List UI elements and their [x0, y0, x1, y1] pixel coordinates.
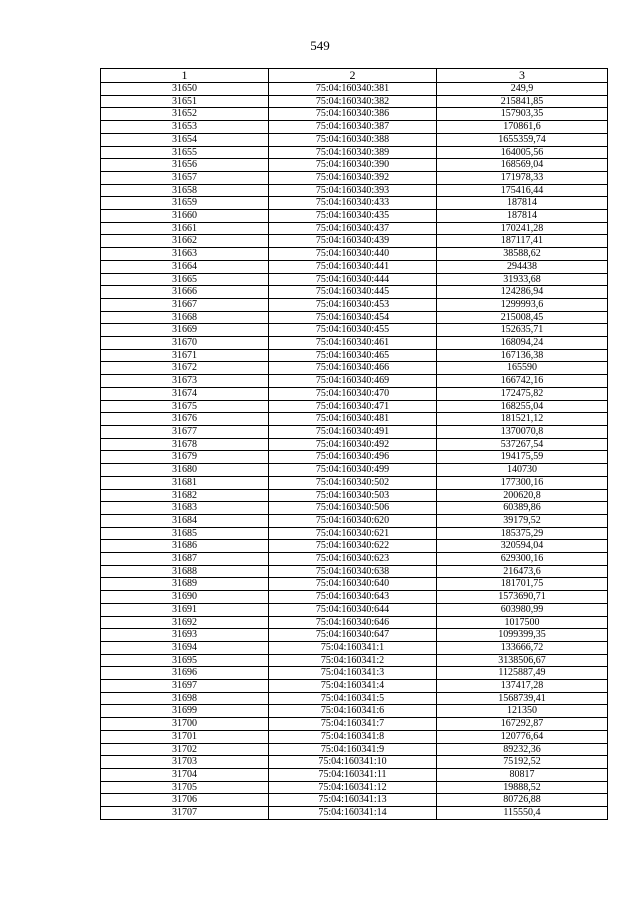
- row-number-cell: 31703: [101, 756, 269, 769]
- value-cell: 1573690,71: [437, 591, 608, 604]
- cadastral-number-cell: 75:04:160340:454: [269, 311, 437, 324]
- row-number-cell: 31683: [101, 502, 269, 515]
- row-number-cell: 31696: [101, 667, 269, 680]
- cadastral-number-cell: 75:04:160341:10: [269, 756, 437, 769]
- table-row: [101, 680, 608, 693]
- cadastral-number-cell: 75:04:160340:461: [269, 337, 437, 350]
- row-number-cell: 31690: [101, 591, 269, 604]
- row-number-cell: 31673: [101, 375, 269, 388]
- table-row: [101, 311, 608, 324]
- table-row: [101, 781, 608, 794]
- value-cell: 194175,59: [437, 451, 608, 464]
- cadastral-number-cell: 75:04:160341:12: [269, 781, 437, 794]
- row-number-cell: 31693: [101, 629, 269, 642]
- value-cell: 181701,75: [437, 578, 608, 591]
- value-cell: 200620,8: [437, 489, 608, 502]
- row-number-cell: 31672: [101, 362, 269, 375]
- cadastral-number-cell: 75:04:160340:441: [269, 260, 437, 273]
- table-row: [101, 159, 608, 172]
- row-number-cell: 31704: [101, 768, 269, 781]
- row-number-cell: 31668: [101, 311, 269, 324]
- value-cell: 537267,54: [437, 438, 608, 451]
- value-cell: 31933,68: [437, 273, 608, 286]
- row-number-cell: 31657: [101, 171, 269, 184]
- table-row: [101, 349, 608, 362]
- cadastral-number-cell: 75:04:160340:492: [269, 438, 437, 451]
- value-cell: 168255,04: [437, 400, 608, 413]
- value-cell: 167136,38: [437, 349, 608, 362]
- row-number-cell: 31654: [101, 133, 269, 146]
- cadastral-number-cell: 75:04:160340:491: [269, 425, 437, 438]
- row-number-cell: 31705: [101, 781, 269, 794]
- row-number-cell: 31653: [101, 121, 269, 134]
- table-row: [101, 413, 608, 426]
- cadastral-number-cell: 75:04:160340:444: [269, 273, 437, 286]
- value-cell: 124286,94: [437, 286, 608, 299]
- value-cell: 60389,86: [437, 502, 608, 515]
- row-number-cell: 31665: [101, 273, 269, 286]
- row-number-cell: 31684: [101, 514, 269, 527]
- table-row: [101, 235, 608, 248]
- value-cell: 80726,88: [437, 794, 608, 807]
- value-cell: 140730: [437, 464, 608, 477]
- cadastral-number-cell: 75:04:160341:8: [269, 730, 437, 743]
- row-number-cell: 31662: [101, 235, 269, 248]
- value-cell: 249,9: [437, 83, 608, 96]
- cadastral-number-cell: 75:04:160340:643: [269, 591, 437, 604]
- value-cell: 115550,4: [437, 807, 608, 820]
- cadastral-number-cell: 75:04:160340:503: [269, 489, 437, 502]
- value-cell: 1017500: [437, 616, 608, 629]
- table-row: [101, 641, 608, 654]
- table-row: [101, 387, 608, 400]
- cadastral-number-cell: 75:04:160340:387: [269, 121, 437, 134]
- value-cell: 165590: [437, 362, 608, 375]
- cadastral-number-cell: 75:04:160341:4: [269, 680, 437, 693]
- cadastral-number-cell: 75:04:160340:469: [269, 375, 437, 388]
- value-cell: 1125887,49: [437, 667, 608, 680]
- row-number-cell: 31698: [101, 692, 269, 705]
- cadastral-number-cell: 75:04:160341:13: [269, 794, 437, 807]
- table-row: [101, 248, 608, 261]
- value-cell: 38588,62: [437, 248, 608, 261]
- value-cell: 170861,6: [437, 121, 608, 134]
- row-number-cell: 31677: [101, 425, 269, 438]
- cadastral-number-cell: 75:04:160340:389: [269, 146, 437, 159]
- table-row: [101, 298, 608, 311]
- row-number-cell: 31656: [101, 159, 269, 172]
- table-row: [101, 718, 608, 731]
- table-row: [101, 121, 608, 134]
- value-cell: 1370070,8: [437, 425, 608, 438]
- table-row: [101, 768, 608, 781]
- table-row: [101, 400, 608, 413]
- value-cell: 75192,52: [437, 756, 608, 769]
- value-cell: 170241,28: [437, 222, 608, 235]
- cadastral-number-cell: 75:04:160340:386: [269, 108, 437, 121]
- value-cell: 164005,56: [437, 146, 608, 159]
- cadastral-number-cell: 75:04:160341:11: [269, 768, 437, 781]
- value-cell: 215841,85: [437, 95, 608, 108]
- value-cell: 3138506,67: [437, 654, 608, 667]
- value-cell: 167292,87: [437, 718, 608, 731]
- row-number-cell: 31651: [101, 95, 269, 108]
- cadastral-number-cell: 75:04:160340:623: [269, 553, 437, 566]
- row-number-cell: 31676: [101, 413, 269, 426]
- table-row: [101, 476, 608, 489]
- cadastral-number-cell: 75:04:160340:646: [269, 616, 437, 629]
- value-cell: 19888,52: [437, 781, 608, 794]
- table-row: [101, 553, 608, 566]
- column-header-3: 3: [437, 69, 608, 83]
- value-cell: 157903,35: [437, 108, 608, 121]
- table-row: [101, 807, 608, 820]
- table-row: [101, 425, 608, 438]
- cadastral-number-cell: 75:04:160340:471: [269, 400, 437, 413]
- table-row: [101, 197, 608, 210]
- row-number-cell: 31671: [101, 349, 269, 362]
- table-header: [101, 69, 608, 83]
- value-cell: 320594,04: [437, 540, 608, 553]
- row-number-cell: 31706: [101, 794, 269, 807]
- row-number-cell: 31686: [101, 540, 269, 553]
- row-number-cell: 31675: [101, 400, 269, 413]
- row-number-cell: 31669: [101, 324, 269, 337]
- value-cell: 216473,6: [437, 565, 608, 578]
- cadastral-number-cell: 75:04:160340:506: [269, 502, 437, 515]
- row-number-cell: 31699: [101, 705, 269, 718]
- value-cell: 137417,28: [437, 680, 608, 693]
- table-row: [101, 438, 608, 451]
- page-number: 549: [310, 38, 330, 53]
- table-row: [101, 629, 608, 642]
- cadastral-number-cell: 75:04:160340:470: [269, 387, 437, 400]
- cadastral-number-cell: 75:04:160340:481: [269, 413, 437, 426]
- cadastral-number-cell: 75:04:160341:5: [269, 692, 437, 705]
- row-number-cell: 31650: [101, 83, 269, 96]
- value-cell: 168094,24: [437, 337, 608, 350]
- cadastral-number-cell: 75:04:160340:496: [269, 451, 437, 464]
- table-row: [101, 616, 608, 629]
- row-number-cell: 31707: [101, 807, 269, 820]
- table-row: [101, 286, 608, 299]
- value-cell: 215008,45: [437, 311, 608, 324]
- value-cell: 80817: [437, 768, 608, 781]
- cadastral-number-cell: 75:04:160341:6: [269, 705, 437, 718]
- cadastral-number-cell: 75:04:160341:9: [269, 743, 437, 756]
- value-cell: 166742,16: [437, 375, 608, 388]
- cadastral-number-cell: 75:04:160340:393: [269, 184, 437, 197]
- value-cell: 175416,44: [437, 184, 608, 197]
- cadastral-number-cell: 75:04:160340:466: [269, 362, 437, 375]
- value-cell: 133666,72: [437, 641, 608, 654]
- row-number-cell: 31660: [101, 210, 269, 223]
- row-number-cell: 31667: [101, 298, 269, 311]
- table-row: [101, 527, 608, 540]
- cadastral-number-cell: 75:04:160340:439: [269, 235, 437, 248]
- value-cell: 121350: [437, 705, 608, 718]
- cadastral-number-cell: 75:04:160340:392: [269, 171, 437, 184]
- cadastral-number-cell: 75:04:160340:502: [269, 476, 437, 489]
- value-cell: 187814: [437, 197, 608, 210]
- cadastral-number-cell: 75:04:160340:465: [269, 349, 437, 362]
- row-number-cell: 31681: [101, 476, 269, 489]
- table-row: [101, 654, 608, 667]
- table-row: [101, 730, 608, 743]
- cadastral-number-cell: 75:04:160340:455: [269, 324, 437, 337]
- value-cell: 152635,71: [437, 324, 608, 337]
- row-number-cell: 31687: [101, 553, 269, 566]
- value-cell: 603980,99: [437, 603, 608, 616]
- value-cell: 171978,33: [437, 171, 608, 184]
- cadastral-number-cell: 75:04:160340:638: [269, 565, 437, 578]
- row-number-cell: 31670: [101, 337, 269, 350]
- row-number-cell: 31678: [101, 438, 269, 451]
- table-row: [101, 260, 608, 273]
- table-row: [101, 133, 608, 146]
- row-number-cell: 31685: [101, 527, 269, 540]
- row-number-cell: 31688: [101, 565, 269, 578]
- table-row: [101, 464, 608, 477]
- cadastral-number-cell: 75:04:160341:2: [269, 654, 437, 667]
- row-number-cell: 31691: [101, 603, 269, 616]
- value-cell: 120776,64: [437, 730, 608, 743]
- row-number-cell: 31694: [101, 641, 269, 654]
- cadastral-number-cell: 75:04:160340:382: [269, 95, 437, 108]
- table-row: [101, 502, 608, 515]
- table-row: [101, 756, 608, 769]
- cadastral-number-cell: 75:04:160340:381: [269, 83, 437, 96]
- row-number-cell: 31697: [101, 680, 269, 693]
- row-number-cell: 31652: [101, 108, 269, 121]
- column-header-2: 2: [269, 69, 437, 83]
- cadastral-number-cell: 75:04:160341:14: [269, 807, 437, 820]
- table-row: [101, 540, 608, 553]
- table-row: [101, 108, 608, 121]
- row-number-cell: 31666: [101, 286, 269, 299]
- row-number-cell: 31674: [101, 387, 269, 400]
- cadastral-number-cell: 75:04:160341:7: [269, 718, 437, 731]
- table-row: [101, 83, 608, 96]
- table-row: [101, 222, 608, 235]
- table-row: [101, 375, 608, 388]
- table-row: [101, 95, 608, 108]
- table-row: [101, 591, 608, 604]
- row-number-cell: 31680: [101, 464, 269, 477]
- cadastral-number-cell: 75:04:160340:388: [269, 133, 437, 146]
- table-row: [101, 273, 608, 286]
- table-row: [101, 451, 608, 464]
- row-number-cell: 31679: [101, 451, 269, 464]
- cadastral-number-cell: 75:04:160340:622: [269, 540, 437, 553]
- table-row: [101, 667, 608, 680]
- table-row: [101, 794, 608, 807]
- table-row: [101, 578, 608, 591]
- row-number-cell: 31655: [101, 146, 269, 159]
- cadastral-number-cell: 75:04:160340:499: [269, 464, 437, 477]
- value-cell: 187814: [437, 210, 608, 223]
- table-row: [101, 692, 608, 705]
- value-cell: 168569,04: [437, 159, 608, 172]
- table-row: [101, 337, 608, 350]
- table-row: [101, 743, 608, 756]
- row-number-cell: 31682: [101, 489, 269, 502]
- cadastral-number-cell: 75:04:160340:647: [269, 629, 437, 642]
- row-number-cell: 31689: [101, 578, 269, 591]
- value-cell: 1099399,35: [437, 629, 608, 642]
- value-cell: 39179,52: [437, 514, 608, 527]
- table-row: [101, 603, 608, 616]
- table-row: [101, 514, 608, 527]
- cadastral-number-cell: 75:04:160340:437: [269, 222, 437, 235]
- cadastral-number-cell: 75:04:160340:620: [269, 514, 437, 527]
- value-cell: 629300,16: [437, 553, 608, 566]
- table-row: [101, 489, 608, 502]
- value-cell: 89232,36: [437, 743, 608, 756]
- table-body: [101, 83, 608, 820]
- row-number-cell: 31664: [101, 260, 269, 273]
- value-cell: 181521,12: [437, 413, 608, 426]
- cadastral-number-cell: 75:04:160340:433: [269, 197, 437, 210]
- table-row: [101, 171, 608, 184]
- column-header-1: 1: [101, 69, 269, 83]
- row-number-cell: 31659: [101, 197, 269, 210]
- cadastral-number-cell: 75:04:160341:1: [269, 641, 437, 654]
- row-number-cell: 31658: [101, 184, 269, 197]
- cadastral-number-cell: 75:04:160340:640: [269, 578, 437, 591]
- value-cell: 294438: [437, 260, 608, 273]
- value-cell: 185375,29: [437, 527, 608, 540]
- value-cell: 1655359,74: [437, 133, 608, 146]
- table-row: [101, 210, 608, 223]
- cadastral-number-cell: 75:04:160340:445: [269, 286, 437, 299]
- row-number-cell: 31695: [101, 654, 269, 667]
- cadastral-number-cell: 75:04:160340:621: [269, 527, 437, 540]
- table-row: [101, 146, 608, 159]
- value-cell: 177300,16: [437, 476, 608, 489]
- value-cell: 1568739,41: [437, 692, 608, 705]
- table-row: [101, 565, 608, 578]
- cadastral-number-cell: 75:04:160341:3: [269, 667, 437, 680]
- value-cell: 172475,82: [437, 387, 608, 400]
- table-row: [101, 362, 608, 375]
- row-number-cell: 31661: [101, 222, 269, 235]
- row-number-cell: 31701: [101, 730, 269, 743]
- data-table: [100, 68, 608, 820]
- row-number-cell: 31702: [101, 743, 269, 756]
- cadastral-number-cell: 75:04:160340:435: [269, 210, 437, 223]
- value-cell: 1299993,6: [437, 298, 608, 311]
- row-number-cell: 31663: [101, 248, 269, 261]
- header-row: [101, 69, 608, 83]
- value-cell: 187117,41: [437, 235, 608, 248]
- cadastral-number-cell: 75:04:160340:440: [269, 248, 437, 261]
- cadastral-number-cell: 75:04:160340:453: [269, 298, 437, 311]
- table-row: [101, 184, 608, 197]
- cadastral-number-cell: 75:04:160340:644: [269, 603, 437, 616]
- table-row: [101, 705, 608, 718]
- row-number-cell: 31700: [101, 718, 269, 731]
- row-number-cell: 31692: [101, 616, 269, 629]
- cadastral-number-cell: 75:04:160340:390: [269, 159, 437, 172]
- table-row: [101, 324, 608, 337]
